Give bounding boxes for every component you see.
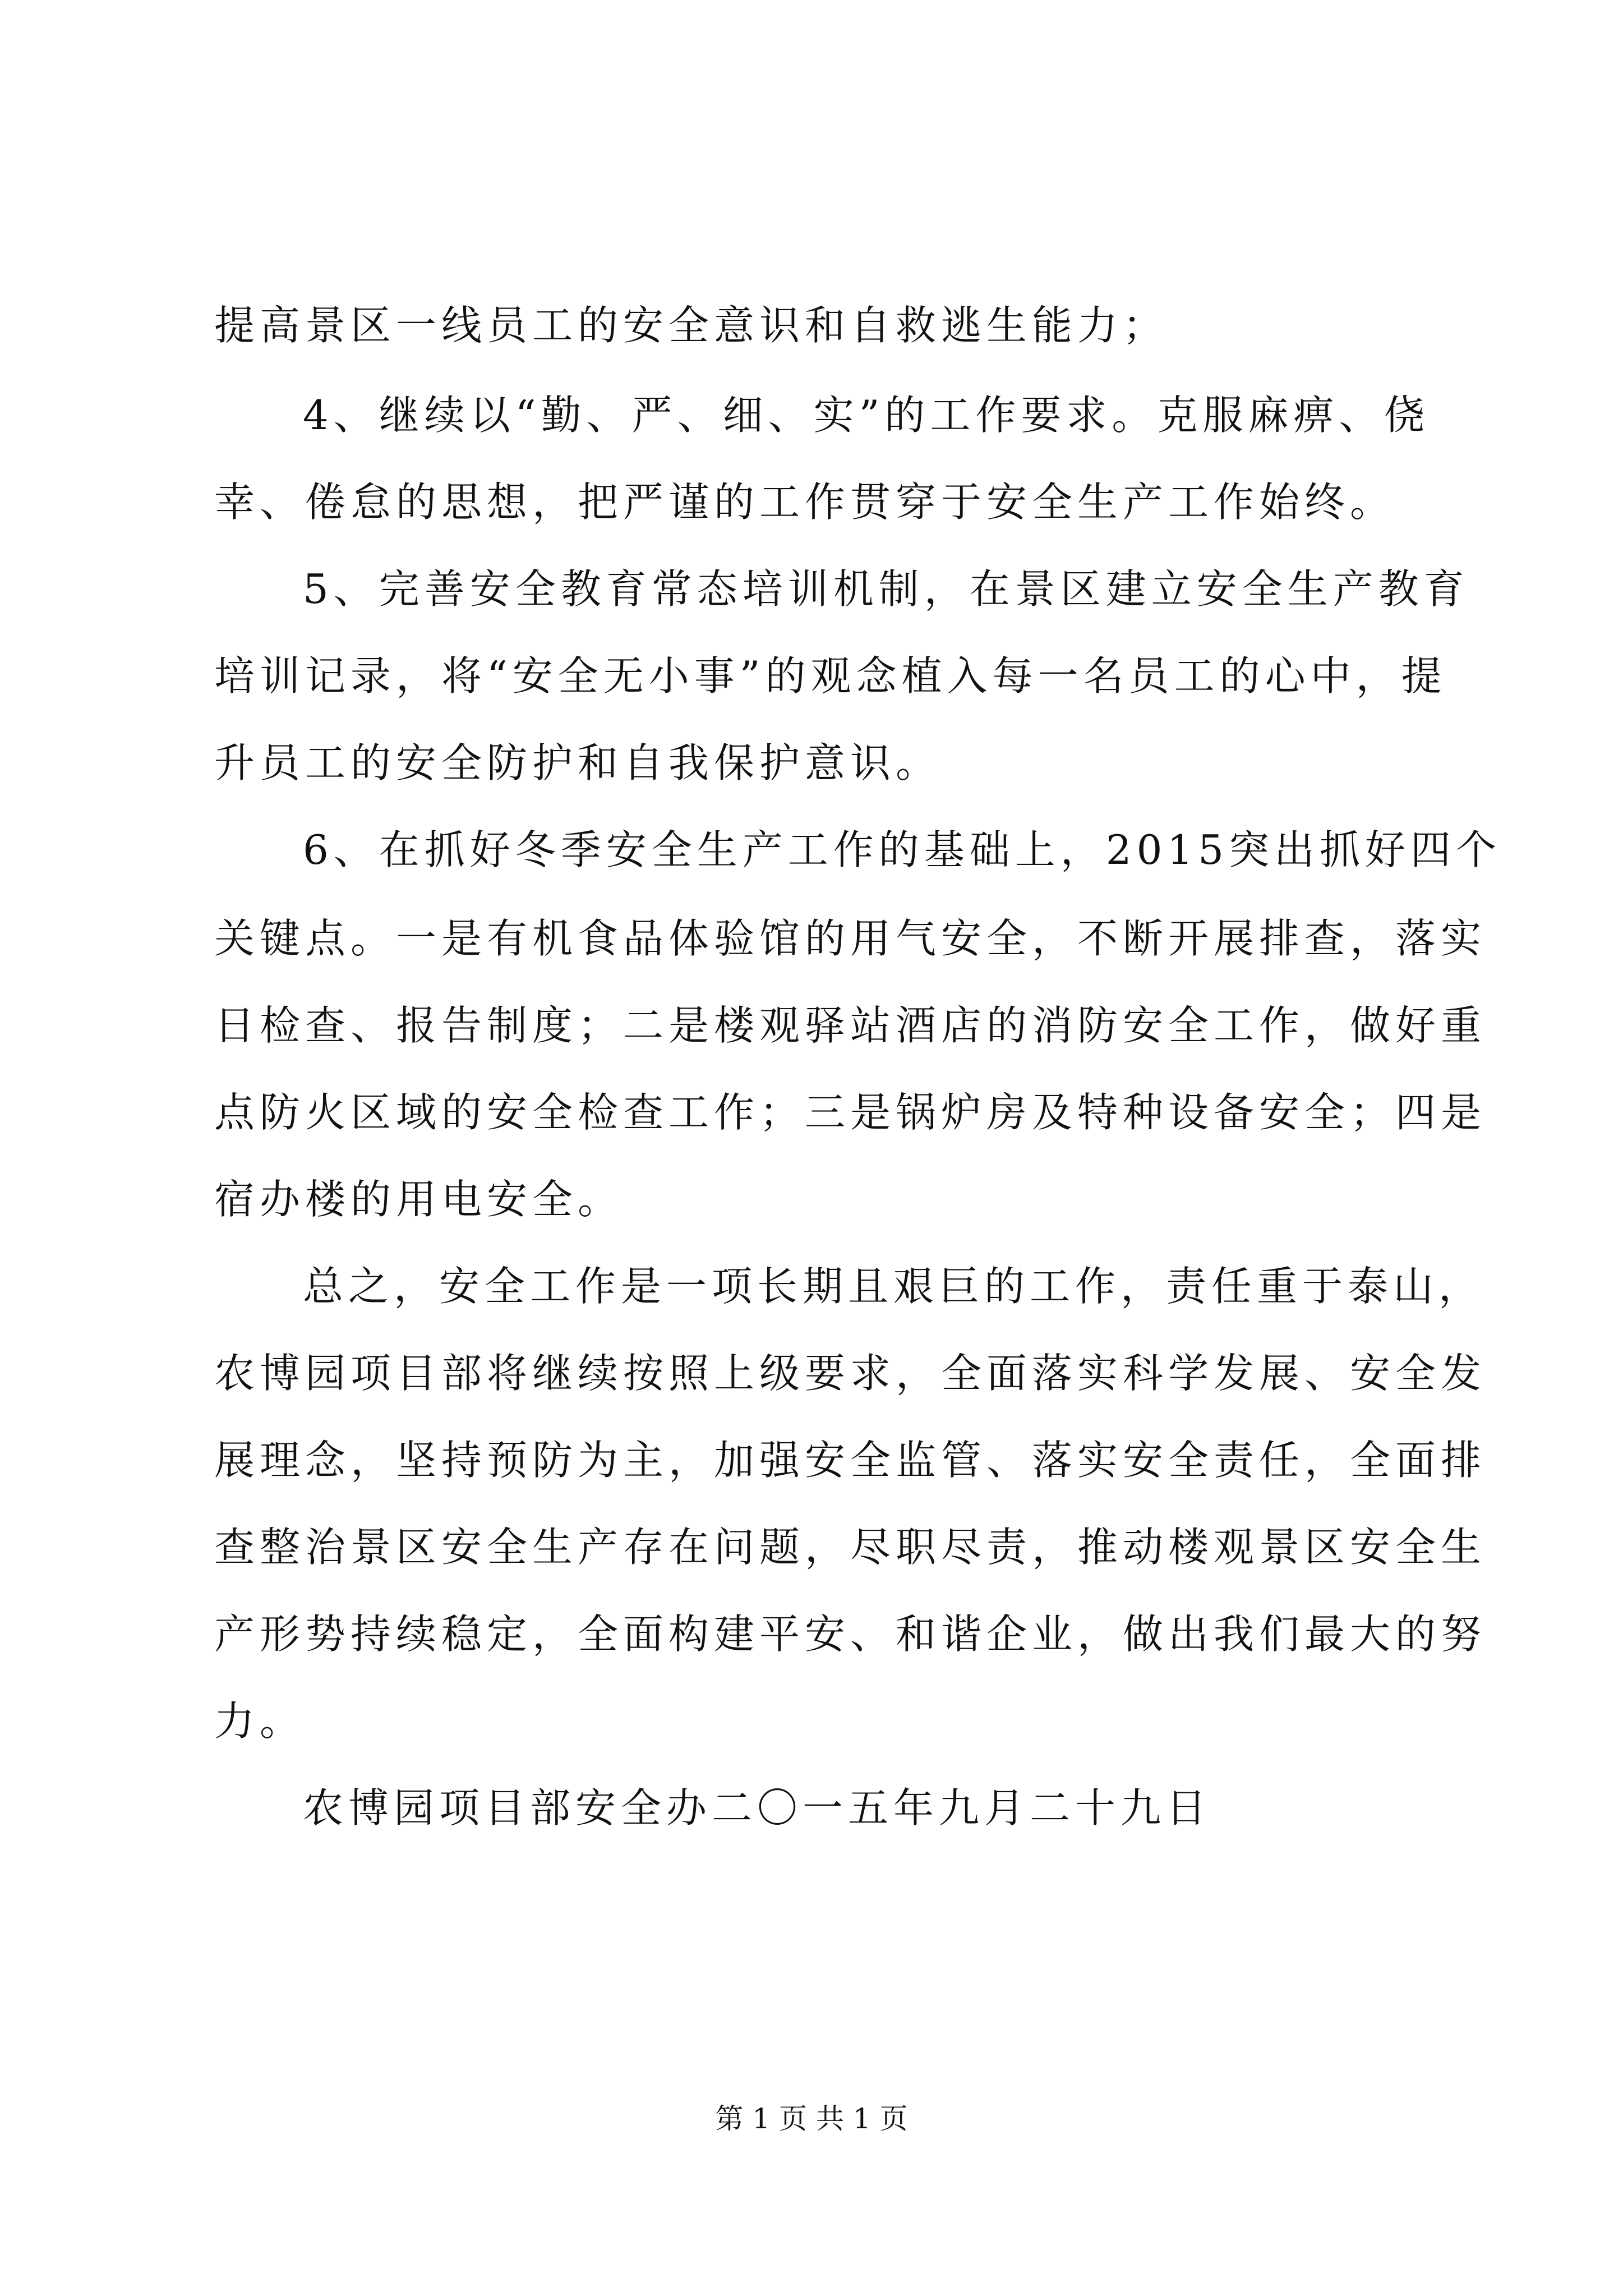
body-line-15: 查整治景区安全生产存在问题，尽职尽责，推动楼观景区安全生	[214, 1524, 1487, 1571]
body-line-4: 5、完善安全教育常态培训机制，在景区建立安全生产教育	[303, 565, 1469, 613]
body-line-5: 培训记录，将“安全无小事”的观念植入每一名员工的心中，提	[214, 652, 1447, 700]
body-line-6: 升员工的安全防护和自我保护意识。	[214, 739, 942, 786]
body-line-1: 提高景区一线员工的安全意识和自救逃生能力；	[214, 302, 1169, 349]
body-line-14: 展理念，坚持预防为主，加强安全监管、落实安全责任，全面排	[214, 1437, 1487, 1484]
body-line-16: 产形势持续稳定，全面构建平安、和谐企业，做出我们最大的努	[214, 1611, 1487, 1658]
body-line-2: 4、继续以“勤、严、细、实”的工作要求。克服麻痹、侥	[303, 392, 1430, 439]
body-line-3: 幸、倦怠的思想，把严谨的工作贯穿于安全生产工作始终。	[214, 478, 1396, 526]
body-line-8: 关键点。一是有机食品体验馆的用气安全，不断开展排查，落实	[214, 915, 1487, 962]
body-line-11: 宿办楼的用电安全。	[214, 1176, 624, 1223]
body-line-13: 农博园项目部将继续按照上级要求，全面落实科学发展、安全发	[214, 1350, 1487, 1397]
body-line-17: 力。	[214, 1697, 306, 1745]
page-footer: 第 1 页 共 1 页	[715, 2102, 908, 2135]
body-line-9: 日检查、报告制度；二是楼观驿站酒店的消防安全工作，做好重	[214, 1002, 1487, 1049]
body-line-12: 总之，安全工作是一项长期且艰巨的工作，责任重于泰山，	[303, 1263, 1484, 1310]
signature-line: 农博园项目部安全办二〇一五年九月二十九日	[303, 1784, 1212, 1832]
body-line-7: 6、在抓好冬季安全生产工作的基础上，2015突出抓好四个	[303, 826, 1502, 873]
body-line-10: 点防火区域的安全检查工作；三是锅炉房及特种设备安全；四是	[214, 1089, 1487, 1136]
